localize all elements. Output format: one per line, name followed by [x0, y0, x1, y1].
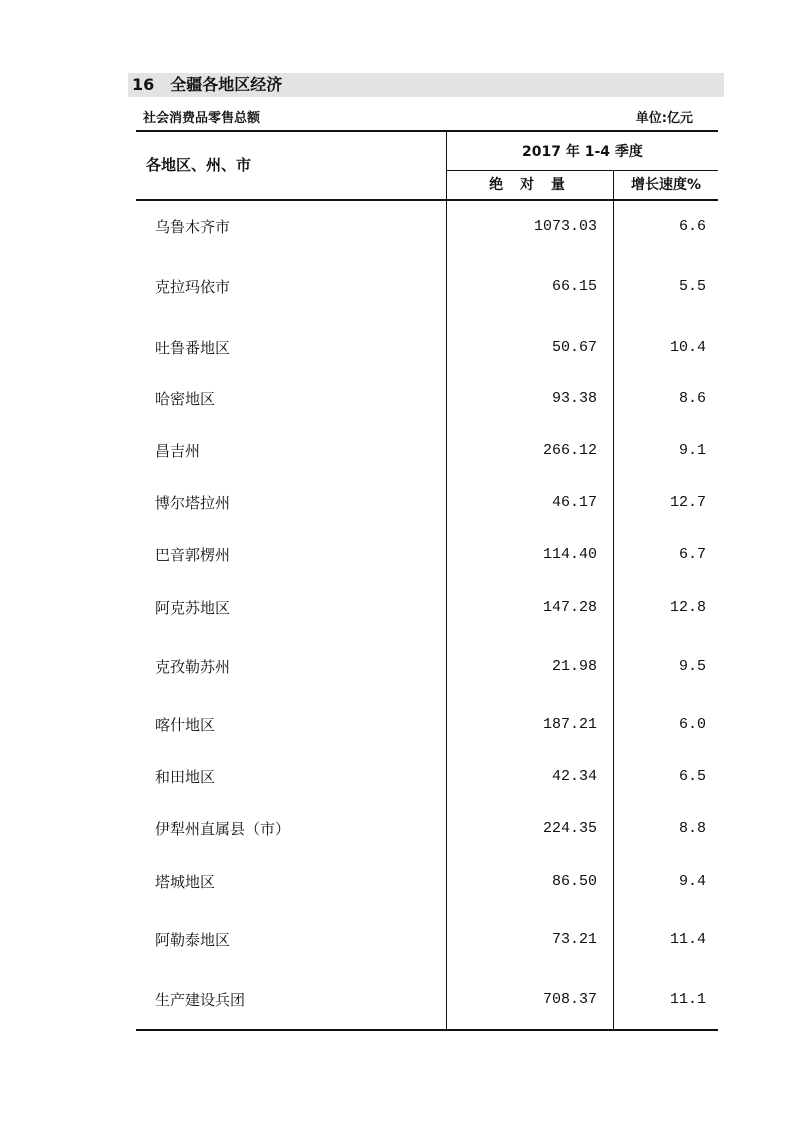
table-row: [136, 215, 718, 239]
section-title: 全疆各地区经济: [170, 75, 283, 94]
column-header-region: 各地区、州、市: [146, 156, 252, 174]
table-row: [136, 336, 718, 360]
absolute-value: 42.34: [551, 768, 597, 785]
absolute-value: 266.12: [542, 442, 597, 459]
section-header: [128, 73, 724, 97]
region-name: 塔城地区: [155, 873, 216, 891]
growth-value: 10.4: [669, 339, 706, 356]
region-name: 巴音郭楞州: [155, 546, 231, 564]
growth-value: 11.1: [669, 991, 706, 1008]
growth-value: 6.7: [678, 546, 706, 563]
growth-value: 12.8: [669, 599, 706, 616]
absolute-value: 93.38: [551, 390, 597, 407]
absolute-value: 86.50: [551, 873, 597, 890]
table-row: [136, 655, 718, 679]
absolute-value: 66.15: [551, 278, 597, 295]
table-title: 社会消费品零售总额: [143, 111, 261, 126]
absolute-value: 114.40: [542, 546, 597, 563]
growth-value: 9.5: [678, 658, 706, 675]
table-row: [136, 387, 718, 411]
region-name: 生产建设兵团: [155, 991, 246, 1009]
table-unit: 单位:亿元: [635, 111, 693, 126]
column-header-absolute: 绝 对 量: [489, 177, 571, 193]
column-header-period: 2017 年 1-4 季度: [522, 144, 643, 160]
growth-value: 9.1: [678, 442, 706, 459]
growth-value: 8.6: [678, 390, 706, 407]
table-row: [136, 870, 718, 894]
region-name: 哈密地区: [155, 390, 216, 408]
absolute-value: 708.37: [542, 991, 597, 1008]
growth-value: 6.5: [678, 768, 706, 785]
region-name: 阿勒泰地区: [155, 931, 231, 949]
growth-value: 9.4: [678, 873, 706, 890]
region-name: 伊犁州直属县（市）: [155, 820, 291, 838]
region-name: 博尔塔拉州: [155, 494, 231, 512]
region-name: 阿克苏地区: [155, 599, 231, 617]
growth-value: 6.6: [678, 218, 706, 235]
absolute-value: 147.28: [542, 599, 597, 616]
table-row: [136, 275, 718, 299]
region-name: 昌吉州: [155, 442, 201, 460]
growth-value: 12.7: [669, 494, 706, 511]
absolute-value: 187.21: [542, 716, 597, 733]
absolute-value: 46.17: [551, 494, 597, 511]
table-row: [136, 439, 718, 463]
absolute-value: 21.98: [551, 658, 597, 675]
region-name: 吐鲁番地区: [155, 339, 231, 357]
growth-value: 5.5: [678, 278, 706, 295]
table-row: [136, 543, 718, 567]
table-row: [136, 988, 718, 1012]
growth-value: 11.4: [669, 931, 706, 948]
absolute-value: 50.67: [551, 339, 597, 356]
growth-value: 8.8: [678, 820, 706, 837]
table-row: [136, 928, 718, 952]
table-row: [136, 817, 718, 841]
region-name: 克拉玛依市: [155, 278, 231, 296]
growth-value: 6.0: [678, 716, 706, 733]
table-row: [136, 765, 718, 789]
absolute-value: 73.21: [551, 931, 597, 948]
table-row: [136, 596, 718, 620]
table-row: [136, 713, 718, 737]
absolute-value: 1073.03: [533, 218, 597, 235]
table-row: [136, 491, 718, 515]
region-name: 喀什地区: [155, 716, 216, 734]
region-name: 克孜勒苏州: [155, 658, 231, 676]
column-divider-region: [446, 131, 447, 1030]
region-name: 乌鲁木齐市: [155, 218, 231, 236]
table-bottom-rule: [136, 1029, 718, 1031]
section-number: 16: [132, 75, 155, 94]
column-header-growth: 增长速度%: [630, 177, 702, 193]
region-name: 和田地区: [155, 768, 216, 786]
absolute-value: 224.35: [542, 820, 597, 837]
